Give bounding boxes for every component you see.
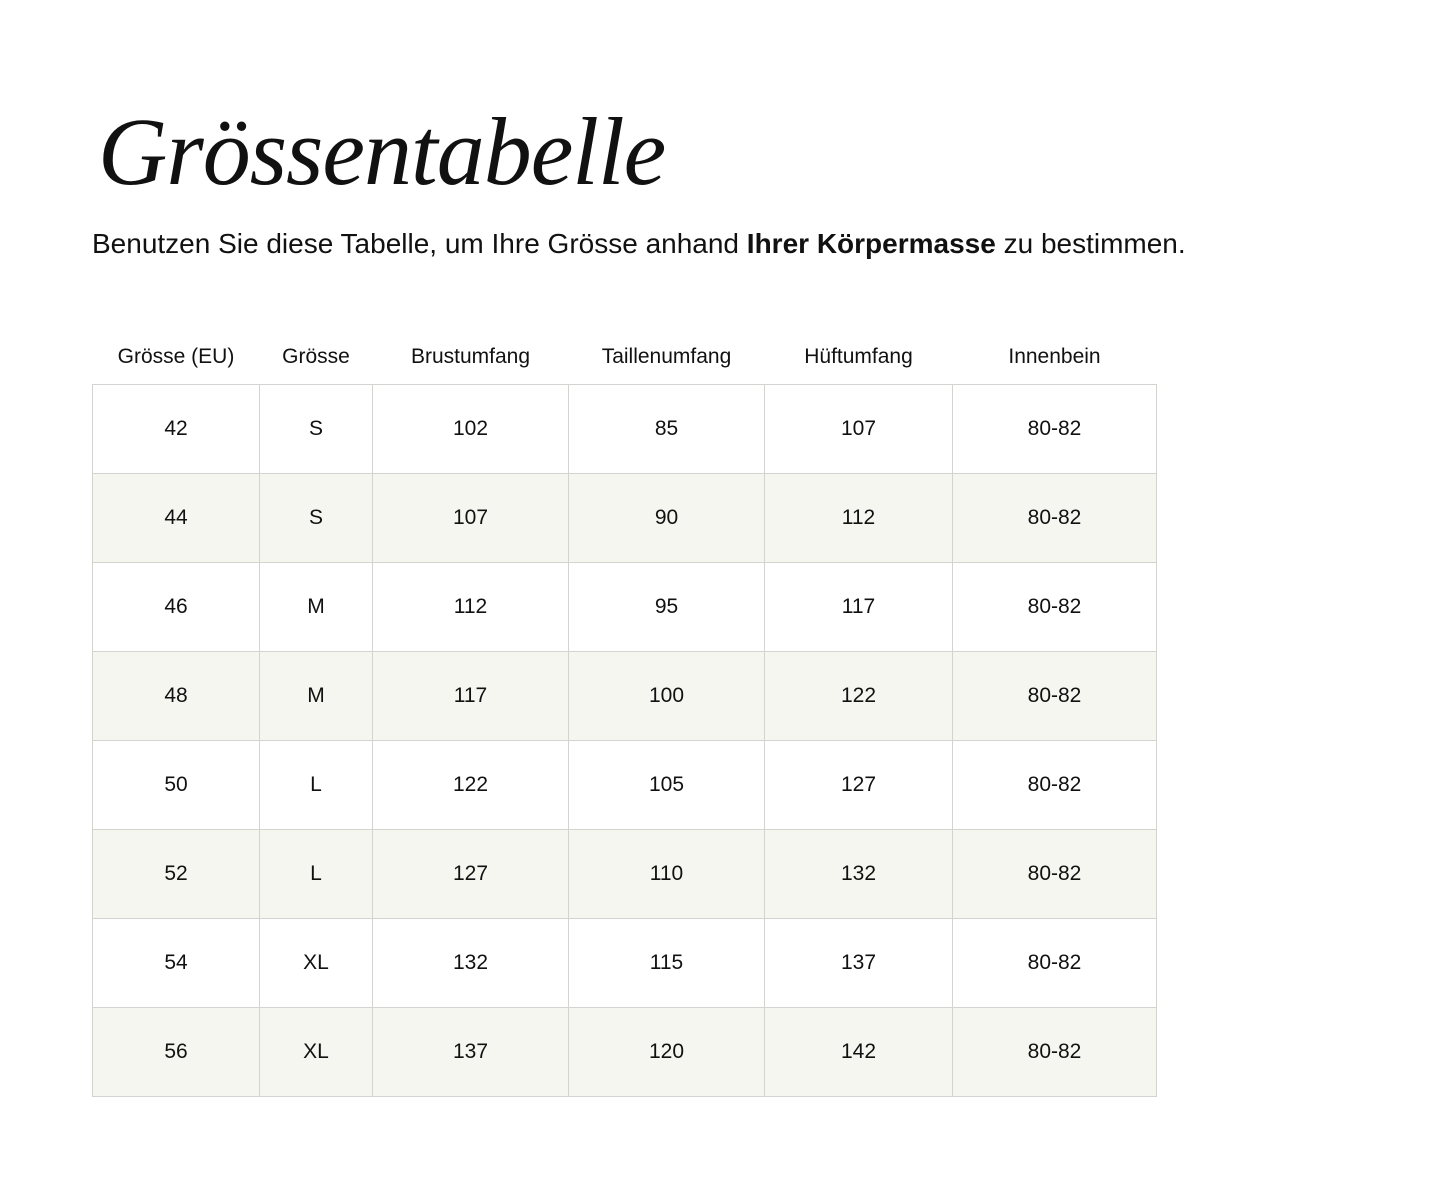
table-body xyxy=(93,385,1157,1097)
table-row xyxy=(93,919,1157,1008)
subtitle-text-start: Benutzen Sie diese Tabelle, um Ihre Grösse anhand xyxy=(92,228,747,259)
cell-size: XL xyxy=(260,919,373,1008)
table-row xyxy=(93,652,1157,741)
cell-eu-size: 56 xyxy=(93,1008,260,1097)
column-header-inseam: Innenbein xyxy=(1008,345,1101,368)
cell-chest: 132 xyxy=(373,919,569,1008)
table-row xyxy=(93,1008,1157,1097)
cell-hip: 142 xyxy=(765,1008,953,1097)
subtitle-text-end: zu bestimmen. xyxy=(995,228,1186,259)
cell-waist: 115 xyxy=(569,919,765,1008)
column-header-hip: Hüftumfang xyxy=(804,345,913,368)
cell-inseam: 80-82 xyxy=(953,652,1157,741)
subtitle-emphasis: Ihrer Körpermasse xyxy=(746,228,996,259)
cell-eu-size: 42 xyxy=(93,385,260,474)
cell-waist: 100 xyxy=(569,652,765,741)
cell-size: XL xyxy=(260,1008,373,1097)
cell-eu-size: 54 xyxy=(93,919,260,1008)
cell-waist: 110 xyxy=(569,830,765,919)
cell-hip: 107 xyxy=(765,385,953,474)
cell-eu-size: 44 xyxy=(93,474,260,563)
table-row xyxy=(93,474,1157,563)
cell-inseam: 80-82 xyxy=(953,741,1157,830)
table-row xyxy=(93,563,1157,652)
cell-chest: 102 xyxy=(373,385,569,474)
column-header-eu-size: Grösse (EU) xyxy=(117,345,235,368)
cell-inseam: 80-82 xyxy=(953,919,1157,1008)
cell-eu-size: 46 xyxy=(93,563,260,652)
page-subtitle xyxy=(92,226,1186,262)
cell-size: M xyxy=(260,563,373,652)
table-row xyxy=(93,385,1157,474)
cell-eu-size: 52 xyxy=(93,830,260,919)
column-header-size: Grösse xyxy=(282,345,350,368)
cell-inseam: 80-82 xyxy=(953,1008,1157,1097)
cell-hip: 122 xyxy=(765,652,953,741)
cell-size: S xyxy=(260,385,373,474)
cell-inseam: 80-82 xyxy=(953,385,1157,474)
cell-waist: 120 xyxy=(569,1008,765,1097)
cell-size: S xyxy=(260,474,373,563)
page-title: Grössentabelle xyxy=(98,98,666,205)
table-row xyxy=(93,830,1157,919)
cell-hip: 137 xyxy=(765,919,953,1008)
cell-waist: 90 xyxy=(569,474,765,563)
cell-inseam: 80-82 xyxy=(953,474,1157,563)
cell-chest: 137 xyxy=(373,1008,569,1097)
cell-inseam: 80-82 xyxy=(953,830,1157,919)
cell-hip: 112 xyxy=(765,474,953,563)
table-header-row xyxy=(93,330,1157,385)
size-table xyxy=(92,330,1157,1097)
cell-hip: 127 xyxy=(765,741,953,830)
cell-chest: 127 xyxy=(373,830,569,919)
cell-chest: 122 xyxy=(373,741,569,830)
cell-size: L xyxy=(260,830,373,919)
column-header-chest: Brustumfang xyxy=(410,345,531,368)
cell-chest: 117 xyxy=(373,652,569,741)
cell-inseam: 80-82 xyxy=(953,563,1157,652)
cell-eu-size: 48 xyxy=(93,652,260,741)
column-header-waist: Taillenumfang xyxy=(601,345,732,368)
cell-hip: 132 xyxy=(765,830,953,919)
cell-waist: 85 xyxy=(569,385,765,474)
cell-chest: 112 xyxy=(373,563,569,652)
cell-hip: 117 xyxy=(765,563,953,652)
table-row xyxy=(93,741,1157,830)
cell-waist: 105 xyxy=(569,741,765,830)
cell-waist: 95 xyxy=(569,563,765,652)
cell-size: M xyxy=(260,652,373,741)
cell-eu-size: 50 xyxy=(93,741,260,830)
cell-chest: 107 xyxy=(373,474,569,563)
cell-size: L xyxy=(260,741,373,830)
